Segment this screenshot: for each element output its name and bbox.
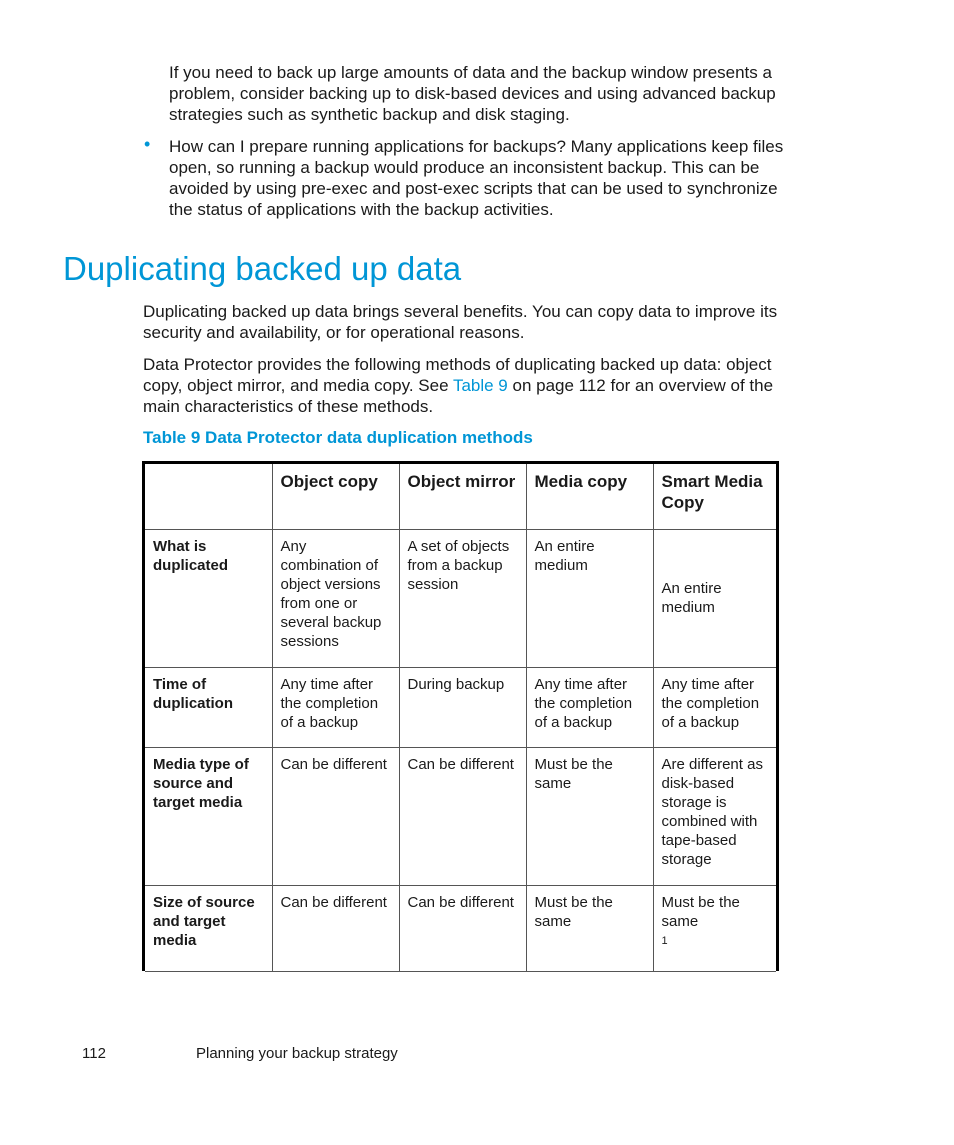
bullet-icon: • [144,134,151,154]
header-object-mirror: Object mirror [399,464,526,529]
table-cell: Any time after the completion of a backup [526,667,653,747]
table-cell: Can be different [272,885,399,971]
table-cell-with-footnote [653,885,776,971]
table-cell: A set of objects from a backup session [399,529,526,667]
table-caption: Table 9 Data Protector data duplication methods [143,428,533,447]
row-label: Size of source and target media [145,885,272,971]
row-label: Time of duplication [145,667,272,747]
table-cell: Any combination of object versions from one or several backup sessions [272,529,399,667]
header-object-copy: Object copy [272,464,399,529]
header-cell-empty [145,464,272,529]
table-cell: Any time after the completion of a backup [272,667,399,747]
table-cell: Can be different [399,885,526,971]
table-cell: Can be different [399,747,526,885]
paragraph-2-text-b: on page 112 for an overview of the main characteristics of these methods. [143,376,774,416]
header-smart-media-copy: Smart Media Copy [653,464,776,529]
table-cell: Any time after the completion of a backup [653,667,776,747]
header-media-copy: Media copy [526,464,653,529]
section-paragraph-1: Duplicating backed up data brings several benefits. You can copy data to improve its security and availability, or for operational reasons. [143,302,778,342]
table-cell: An entire medium [526,529,653,667]
table-row [145,885,776,971]
table-cell: Are different as disk-based storage is combined with tape-based storage [653,747,776,885]
cell-text: Must be the same [661,893,740,930]
table-9-link[interactable]: Table 9 [452,376,508,395]
table-cell: Can be different [272,747,399,885]
table-cell: Must be the same [526,747,653,885]
section-paragraph-2 [143,354,783,417]
table-row [145,747,776,885]
table-cell: Must be the same [526,885,653,971]
intro-continuation-paragraph: If you need to back up large amounts of data and the backup window presents a problem, consider backing up to disk-based devices and using advanced backup strategies such as synthetic backup and disk staging. [169,63,776,124]
table-cell: During backup [399,667,526,747]
duplication-methods-table [142,461,779,971]
page-number: 112 [82,1045,106,1062]
section-heading: Duplicating backed up data [63,250,462,287]
table-cell: An entire medium [653,529,776,667]
table-row [145,667,776,747]
row-label: What is duplicated [145,529,272,667]
footnote-marker[interactable]: 1 [661,934,668,947]
paragraph-2-text-a: Data Protector provides the following methods of duplicating backed up data: object copy, object mirror, and media copy. See [143,355,772,395]
intro-bullet-paragraph: How can I prepare running applications for backups? Many applications keep files open, so running a backup would produce an inconsistent backup. This can be avoided by using pre-exec and post-exec scripts that can be used to synchronize the status of applications with the backup activities. [169,137,784,219]
table-row [145,529,776,667]
chapter-title: Planning your backup strategy [196,1045,398,1062]
table-header-row [145,464,776,529]
row-label: Media type of source and target media [145,747,272,885]
